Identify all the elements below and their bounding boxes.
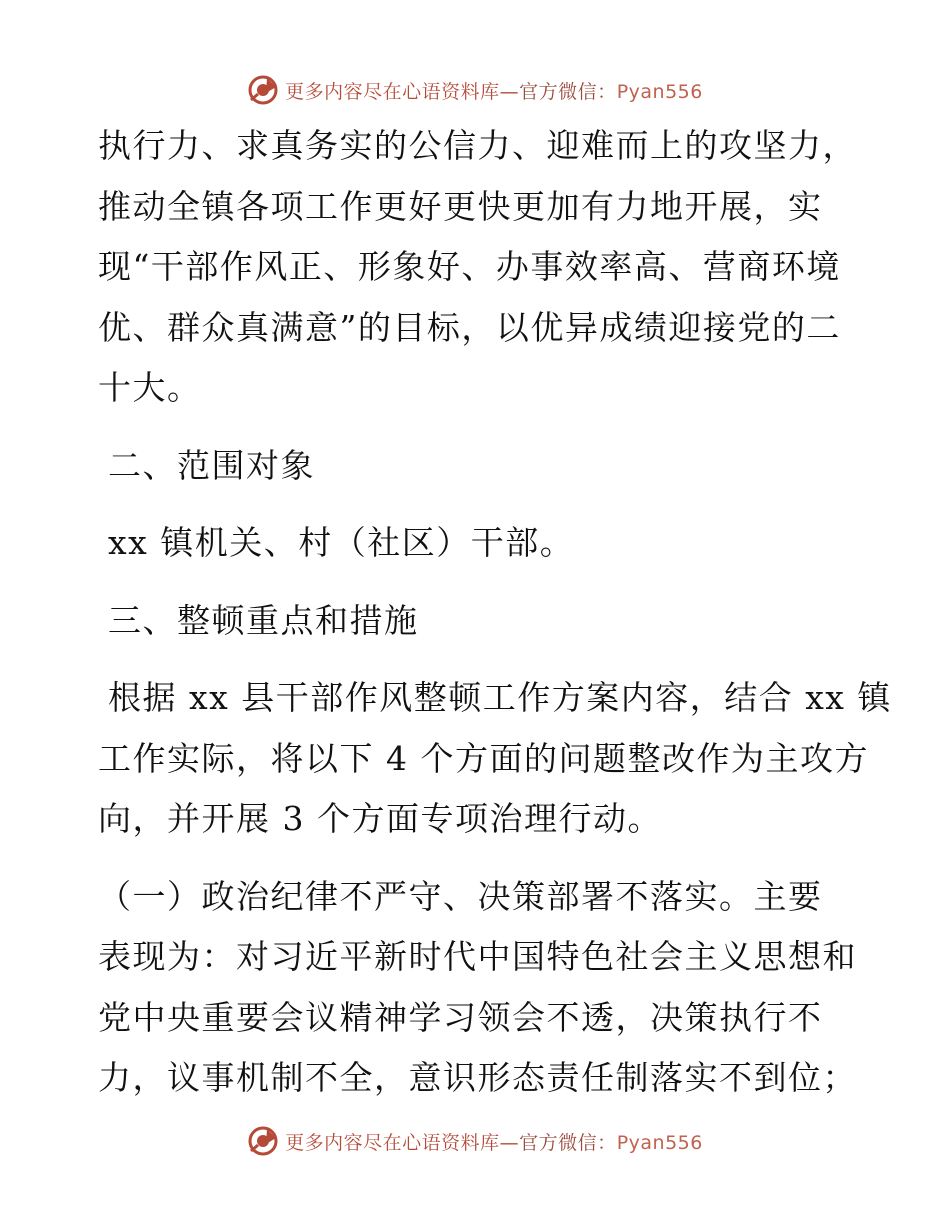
section-heading-scope: 二、范围对象 <box>108 445 315 485</box>
paragraph-intro-continuation <box>98 116 858 419</box>
paragraph-item-one <box>98 867 858 1109</box>
text-line: 党中央重要会议精神学习领会不透，决策执行不 <box>98 997 823 1037</box>
text-line: 推动全镇各项工作更好更快更加有力地开展，实 <box>98 186 823 226</box>
text-line: 向，并开展 3 个方面专项治理行动。 <box>98 799 662 838</box>
text-line: 现“干部作风正、形象好、办事效率高、营商环境 <box>98 247 841 286</box>
text-line: 表现为：对习近平新时代中国特色社会主义思想和 <box>98 937 857 976</box>
text-line: （一）政治纪律不严守、决策部署不落实。主要 <box>98 876 823 916</box>
paragraph-scope: xx 镇机关、村（社区）干部。 <box>108 523 575 562</box>
document-body <box>98 116 892 1109</box>
text-line: 执行力、求真务实的公信力、迎难而上的攻坚力， <box>98 126 857 165</box>
text-line: 根据 xx 县干部作风整顿工作方案内容，结合 xx 镇 <box>108 678 892 717</box>
text-line: 工作实际，将以下 4 个方面的问题整改作为主攻方 <box>98 738 869 778</box>
logo-icon <box>247 1125 279 1157</box>
text-line: 十大。 <box>98 368 202 407</box>
paragraph-measures <box>98 668 892 850</box>
text-line: 力，议事机制不全，意识形态责任制落实不到位； <box>98 1058 857 1097</box>
watermark-text: 更多内容尽在心语资料库—官方微信：Pyan556 <box>285 80 703 103</box>
section-heading-measures: 三、整顿重点和措施 <box>108 600 419 640</box>
watermark-banner-top <box>0 70 950 110</box>
text-line: 优、群众真满意”的目标，以优异成绩迎接党的二 <box>98 307 841 347</box>
watermark-banner-bottom <box>0 1121 950 1161</box>
logo-icon <box>247 74 279 106</box>
watermark-text: 更多内容尽在心语资料库—官方微信：Pyan556 <box>285 1131 703 1154</box>
